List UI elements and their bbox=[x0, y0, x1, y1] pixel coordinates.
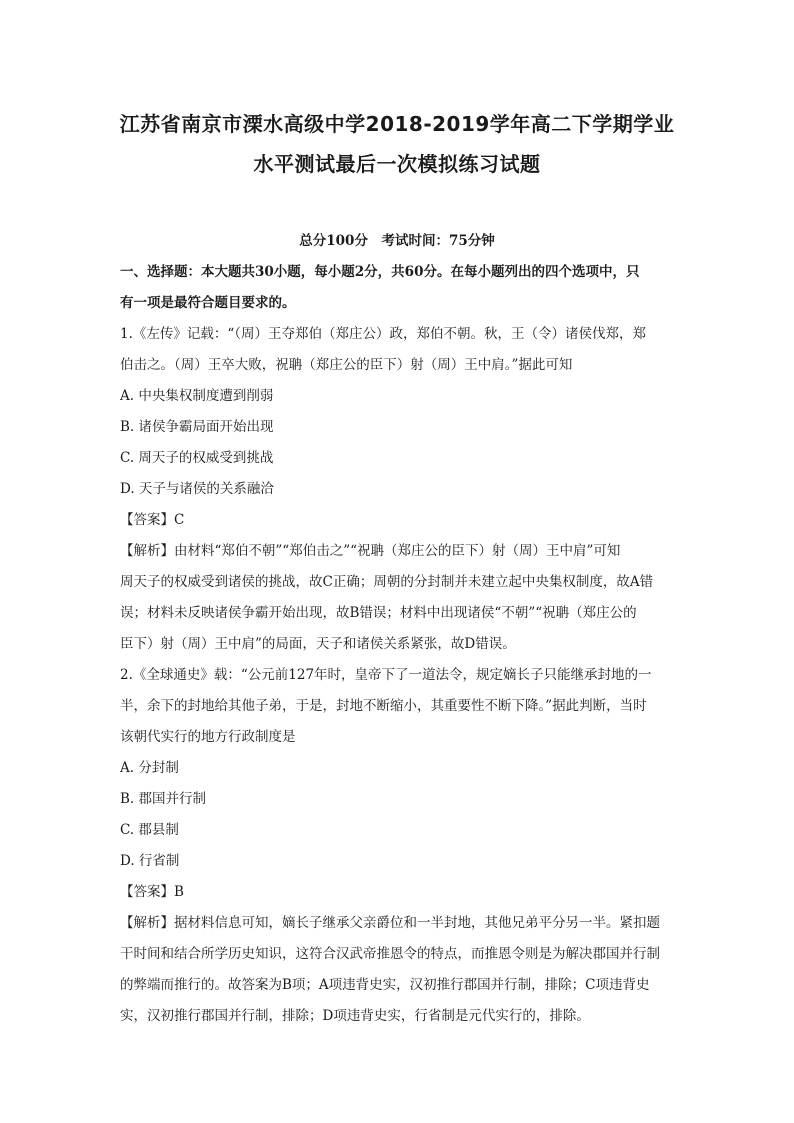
question-stem-line: 该朝代实行的地方行政制度是 bbox=[120, 729, 296, 745]
option-b: B. 诸侯争霸局面开始出现 bbox=[120, 419, 274, 435]
document-title-line-2: 水平测试最后一次模拟练习试题 bbox=[253, 152, 541, 176]
question-stem-line: 1.《左传》记载：“（周）王夺郑伯（郑庄公）政，郑伯不朝。秋，王（令）诸侯伐郑，郑 bbox=[120, 326, 647, 342]
analysis-line: 实，汉初推行郡国并行制，排除；D项违背史实，行省制是元代实行的，排除。 bbox=[120, 1008, 590, 1024]
section-heading-line-2: 有一项是最符合题目要求的。 bbox=[120, 295, 296, 311]
option-d: D. 天子与诸侯的关系融洽 bbox=[120, 481, 274, 497]
option-c: C. 郡县制 bbox=[120, 822, 179, 838]
option-a: A. 分封制 bbox=[120, 760, 179, 776]
answer-line: 【答案】C bbox=[120, 512, 185, 528]
question-stem-line: 伯击之。（周）王卒大败，祝聃（郑庄公的臣下）射（周）王中肩。”据此可知 bbox=[120, 357, 573, 373]
document-body bbox=[120, 257, 680, 1032]
option-c: C. 周天子的权威受到挑战 bbox=[120, 450, 274, 466]
analysis-line: 干时间和结合所学历史知识，这符合汉武帝推恩令的特点，而推恩令则是为解决郡国并行制 bbox=[120, 946, 660, 962]
question-1 bbox=[120, 319, 680, 660]
question-stem-line: 半，余下的封地给其他子弟，于是，封地不断缩小，其重要性不断下降。”据此判断，当时 bbox=[120, 698, 647, 714]
analysis-line: 【解析】由材料“郑伯不朝”“郑伯击之”“祝聃（郑庄公的臣下）射（周）王中肩”可知 bbox=[120, 543, 621, 559]
exam-meta: 总分100分 考试时间：75分钟 bbox=[299, 233, 495, 249]
document-title-line-1: 江苏省南京市溧水高级中学2018-2019学年高二下学期学业 bbox=[119, 112, 675, 136]
analysis-line: 误；材料未反映诸侯争霸开始出现，故B错误；材料中出现诸侯“不朝”“祝聃（郑庄公的 bbox=[120, 605, 637, 621]
answer-line: 【答案】B bbox=[120, 884, 184, 900]
option-b: B. 郡国并行制 bbox=[120, 791, 207, 807]
analysis-line: 【解析】据材料信息可知，嫡长子继承父亲爵位和一半封地，其他兄弟平分另一半。紧扣题 bbox=[120, 915, 660, 931]
section-heading-line-1: 一、选择题：本大题共30小题，每小题2分，共60分。在每小题列出的四个选项中，只 bbox=[120, 264, 640, 280]
question-2 bbox=[120, 660, 680, 1032]
option-a: A. 中央集权制度遭到削弱 bbox=[120, 388, 274, 404]
analysis-line: 周天子的权威受到诸侯的挑战，故C正确；周朝的分封制并未建立起中央集权制度，故A错 bbox=[120, 574, 654, 590]
analysis-line: 臣下）射（周）王中肩”的局面，天子和诸侯关系紧张，故D错误。 bbox=[120, 636, 516, 652]
analysis-line: 的弊端而推行的。故答案为B项；A项违背史实，汉初推行郡国并行制，排除；C项违背史 bbox=[120, 977, 650, 993]
option-d: D. 行省制 bbox=[120, 853, 180, 869]
question-stem-line: 2.《全球通史》载：“公元前127年时，皇帝下了一道法令，规定嫡长子只能继承封地的一 bbox=[120, 667, 652, 683]
